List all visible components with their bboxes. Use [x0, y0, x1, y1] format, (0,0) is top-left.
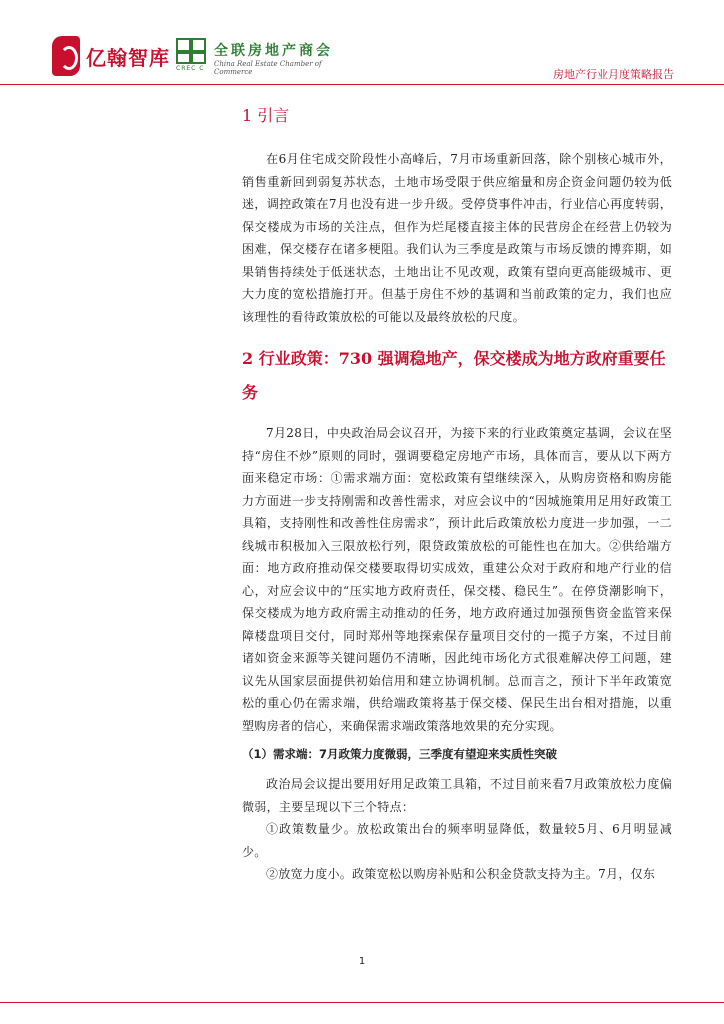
chamber-logo-icon	[176, 38, 206, 64]
yihan-logo-text: 亿翰智库	[86, 45, 170, 70]
yihan-logo	[52, 36, 170, 76]
subsection-1-paragraph-3: ②放宽力度小。政策宽松以购房补贴和公积金贷款支持为主。7月，仅东	[266, 867, 656, 881]
chamber-logo-abbr: CREC C	[176, 65, 205, 72]
page-header	[0, 0, 724, 90]
section-1-heading: 1 引言	[242, 106, 290, 125]
subsection-1-paragraph-1: 政治局会议提出要用好用足政策工具箱，不过目前来看7月政策放松力度偏微弱，主要呈现以下三个特点：	[242, 777, 672, 814]
section-2-heading: 2 行业政策：730 强调稳地产，保交楼成为地方政府重要任务	[242, 349, 666, 402]
section-1-paragraph: 在6月住宅成交阶段性小高峰后，7月市场重新回落，除个别核心城市外，销售重新回到弱复苏状态，土地市场受限于供应缩量和房企资金问题仍较为低迷，调控政策在7月也没有进一步升级。受停贷事件冲击，行业信心再度转弱，保交楼成为市场的关注点，但作为烂尾楼直接主体的民营房企在经营上仍较为困难，保交楼存在诸多梗阻。我们认为三季度是政策与市场反馈的博弈期，如果销售持续处于低迷状态，土地出让不见改观，政策有望向更高能级城市、更大力度的宽松措施打开。但基于房住不炒的基调和当前政策的定力，我们也应该理性的看待政策放松的可能以及最终放松的尺度。	[242, 152, 672, 324]
chamber-logo	[176, 38, 346, 74]
section-2-paragraph: 7月28日，中央政治局会议召开，为接下来的行业政策奠定基调，会议在坚持“房住不炒”原则的同时，强调要稳定房地产市场，具体而言，要从以下两方面来稳定市场：①需求端方面：宽松政策有望继续深入，从购房资格和购房能力方面进一步支持刚需和改善性需求，对应会议中的“因城施策用足用好政策工具箱，支持刚性和改善性住房需求”，预计此后政策放松力度进一步加强，一二线城市积极加入三限放松行列，限贷政策放松的可能性也在加大。②供给端方面：地方政府推动保交楼要取得切实成效，重建公众对于政府和地产行业的信心，对应会议中的“压实地方政府责任，保交楼、稳民生”。在停贷潮影响下，保交楼成为地方政府需主动推动的任务，地方政府通过加强预售资金监管来保障楼盘项目交付，同时郑州等地探索保存量项目交付的一揽子方案，不过目前诸如资金来源等关键问题仍不清晰，因此纯市场化方式很难解决停工问题，建议先从国家层面提供初始信用和建立协调机制。总而言之，预计下半年政策宽松的重心仍在需求端，供给端政策将基于保交楼、保民生出台相对措施，以重塑购房者的信心，来确保需求端政策落地效果的充分实现。	[242, 426, 672, 733]
document-body	[242, 104, 672, 886]
report-type-label: 房地产行业月度策略报告	[553, 68, 674, 81]
footer-divider	[0, 1002, 724, 1003]
yihan-logo-icon	[52, 36, 80, 76]
page-number: 1	[358, 956, 366, 967]
subsection-1-paragraph-2: ①政策数量少。放松政策出台的频率明显降低，数量较5月、6月明显减少。	[242, 822, 672, 859]
subsection-1-heading: （1）需求端：7月政策力度微弱，三季度有望迎来实质性突破	[242, 747, 558, 761]
header-divider	[0, 84, 724, 85]
chamber-logo-name-cn: 全联房地产商会	[214, 43, 333, 59]
chamber-logo-name-en: China Real Estate Chamber of Commerce	[214, 60, 322, 76]
